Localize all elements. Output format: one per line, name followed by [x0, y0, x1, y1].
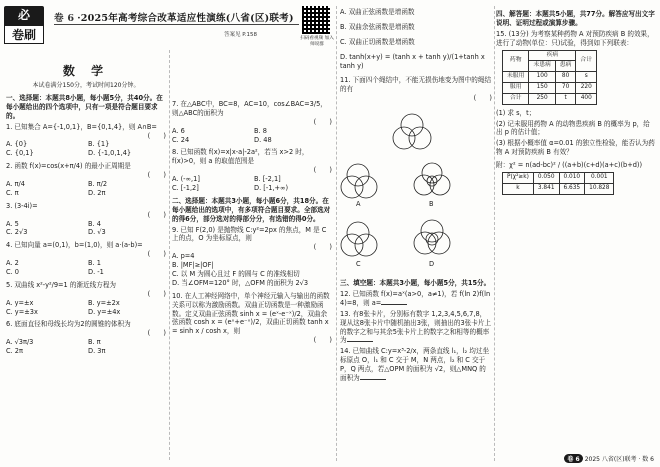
- knot-d-loop: [421, 220, 443, 242]
- option: C. 0: [6, 268, 19, 277]
- option: C. [-1,2]: [172, 184, 199, 193]
- table-cell: 服用: [503, 83, 529, 94]
- answer-bracket: ( ): [147, 131, 166, 140]
- option: B. 1: [88, 259, 101, 268]
- question-11: 11. 下面四个绳结中，不能无损伤地变为图中的绳结的有: [340, 76, 492, 94]
- table-cell: 70: [555, 83, 576, 94]
- answer-bracket: ( ): [313, 336, 332, 345]
- question-6: 6. 底面直径和母线长均为2的圆锥的体积为: [6, 320, 131, 329]
- option: B. y=±2x: [88, 298, 120, 307]
- column-2: [172, 100, 332, 345]
- option: C. π: [6, 188, 19, 197]
- option: D. 3π: [88, 347, 106, 356]
- table-cell: 250: [529, 93, 555, 104]
- answer-bracket: ( ): [147, 250, 166, 259]
- option: D. [-1,+∞): [254, 184, 289, 193]
- question-15: 15. (13分) 为考察某种药物 A 对预防疾病 B 的效果，进行了动物(单位：只)试验，得到如下列联表：: [496, 29, 654, 47]
- part-3: (3) 根据小概率值 α=0.01 的独立性检验，能否认为药物 A 对预防疾病 B 有效？: [496, 139, 655, 157]
- knot-figures: [340, 105, 490, 275]
- question-12: 12. 已知函数 f(x)=aˣ(a>0，a≠1)，若 f(ln 2)f(ln 4)=8，则 a=: [340, 290, 491, 307]
- column-4: [496, 8, 656, 199]
- qr-caption: 扫码看视频 加入师说群: [300, 36, 334, 47]
- table-cell: k: [503, 183, 534, 194]
- table-cell: 合计: [503, 93, 529, 104]
- knot-c-loop: [341, 234, 363, 256]
- knot-loop: [401, 114, 423, 136]
- option: B. π/2: [88, 180, 108, 189]
- option: B. {1}: [88, 140, 110, 149]
- question-13-wrap: [340, 310, 492, 346]
- table-cell: 0.010: [559, 172, 585, 183]
- table-cell: 80: [555, 72, 576, 83]
- footer-text: 2025 八省(区)联考 · 数 6: [584, 456, 654, 463]
- question-13: 13. 有8张卡片，分别标有数字 1,2,3,4,5,6,7,8，现从这8张卡片中随机抽出3张，则抽出的3张卡片上的数字之和与其余5张卡片上的数字之和相等的概率为: [340, 309, 492, 345]
- answer-bracket: ( ): [313, 166, 332, 175]
- knot-a-loop: [347, 164, 369, 186]
- qr-code-icon: [302, 6, 330, 34]
- question-3: 3. (3-4i)=: [6, 201, 38, 210]
- table-cell: 100: [529, 72, 555, 83]
- column-divider: [336, 6, 337, 461]
- column-divider: [169, 50, 170, 460]
- critical-value-table: [502, 172, 614, 195]
- paper-number: 卷 6: [54, 13, 75, 24]
- option: B. [-2,1]: [254, 175, 281, 184]
- knot-diagrams: [340, 105, 490, 275]
- table-cell: 0.050: [533, 172, 559, 183]
- knot-b-loop: [414, 175, 434, 195]
- question-9-options: [172, 252, 332, 288]
- answer-blank[interactable]: [360, 379, 386, 380]
- knot-a-loop: [341, 176, 363, 198]
- column-divider: [494, 6, 495, 461]
- option: C. y=±3x: [6, 307, 38, 316]
- answer-blank[interactable]: [381, 304, 407, 305]
- question-7: 7. 在△ABC中，BC=8，AC=10，cos∠BAC=3/5，则△ABC的面积为: [172, 100, 327, 117]
- question-8-options: [172, 175, 332, 193]
- question-8: 8. 已知函数 f(x)=x|x-a|-2a²，若当 x>2 时，f(x)>0，则 a 的取值范围是: [172, 148, 309, 166]
- table-cell: 10.828: [585, 183, 614, 194]
- section-2-heading: 二、选择题：本题共3小题，每小题6分，共18分。在每小题给出的选项中，有多项符合题目要求。全部选对的得6分，部分选对的得部分分，有选错的得0分。: [172, 196, 331, 223]
- exam-title: [54, 10, 294, 24]
- table-row: [503, 83, 597, 94]
- table-cell: 0.001: [585, 172, 614, 183]
- option: D. √3: [88, 228, 106, 237]
- exam-meta: 本试卷满分150分，考试时间120分钟。: [32, 82, 140, 89]
- option: A. p=4: [172, 252, 195, 261]
- knot-c-loop: [347, 222, 369, 244]
- option: B. |MF|≥|OF|: [172, 261, 214, 270]
- question-2-options: [6, 180, 166, 198]
- knot-c-loop: [355, 234, 377, 256]
- knot-d-loop: [428, 232, 450, 254]
- page-footer: [564, 454, 654, 463]
- subject-title: 数 学: [62, 64, 110, 78]
- figure-label-d: D: [429, 260, 435, 269]
- answer-page-label: 答案见 P.158: [224, 32, 257, 38]
- table-cell: 400: [576, 93, 597, 104]
- table-row: [503, 183, 614, 194]
- option: A. 2: [6, 259, 19, 268]
- table-cell: 未患病: [529, 61, 555, 72]
- option: D. tanh(x+y) = (tanh x + tanh y)/(1+tanh x tanh y): [340, 52, 485, 70]
- question-4-options: [6, 259, 166, 277]
- option: A. {0}: [6, 140, 28, 149]
- chi-square-formula: 附：χ² = n(ad-bc)² / ((a+b)(c+d)(a+c)(b+d)): [496, 161, 643, 170]
- section-3-heading: 三、填空题：本题共3小题，每小题5分，共15分。: [340, 279, 491, 288]
- section-4-heading: 四、解答题：本题共5小题，共77分。解答应写出文字说明、证明过程或演算步骤。: [496, 10, 655, 27]
- option: D. 48: [254, 135, 272, 144]
- table-cell: P(χ²≥k): [503, 172, 534, 183]
- logo-bottom: 卷刷: [4, 25, 44, 44]
- option: B. π: [88, 338, 101, 347]
- logo-top: 必: [4, 6, 44, 25]
- knot-loop: [409, 127, 431, 149]
- knot-b-loop: [427, 176, 437, 186]
- option: C. 以 M 为圆心且过 F 的圆与 C 的准线相切: [172, 270, 300, 279]
- option: C. 双曲正切函数是增函数: [340, 37, 415, 46]
- option: D. {-1,0,1,4}: [88, 149, 132, 158]
- option: A. 5: [6, 219, 19, 228]
- question-10: 10. 在人工神经网络中，单个神经元输入与输出的函数关系可以称为激励函数。双曲正切函数是一种激励函数。定义双曲正弦函数 sinh x = (eˣ-e⁻ˣ)/2，双曲余弦函数 cosh x = (eˣ+e⁻ˣ)/2，双曲正切函数 tanh x = sinh x / cosh x，则: [172, 291, 330, 336]
- answer-bracket: ( ): [313, 243, 332, 252]
- answer-blank[interactable]: [347, 341, 373, 342]
- column-3: [340, 8, 492, 385]
- footer-badge: 卷 6: [564, 454, 582, 463]
- option: A. y=±x: [6, 298, 34, 307]
- answer-bracket: ( ): [313, 117, 332, 126]
- option: C. 24: [172, 135, 190, 144]
- table-row: [503, 72, 597, 83]
- table-cell: 3.841: [533, 183, 559, 194]
- option: A. (-∞,1]: [172, 175, 200, 184]
- table-row: [503, 93, 597, 104]
- question-10-options: [340, 8, 492, 70]
- option: A. 6: [172, 126, 185, 135]
- table-cell: t: [555, 93, 576, 104]
- table-cell: 未服用: [503, 72, 529, 83]
- table-cell: 患病: [555, 61, 576, 72]
- table-cell: s: [576, 72, 597, 83]
- answer-bracket: ( ): [147, 329, 166, 338]
- question-9: 9. 已知 F(2,0) 是抛物线 C:y²=2px 的焦点，M 是 C 上的点，O 为坐标原点，则: [172, 225, 327, 243]
- question-5: 5. 双曲线 x²-y²/9=1 的渐近线方程为: [6, 280, 117, 289]
- part-1: (1) 求 s，t；: [496, 108, 536, 117]
- option: B. 双曲余弦函数是增函数: [340, 22, 415, 31]
- question-6-options: [6, 338, 166, 356]
- option: C. 2√3: [6, 228, 28, 237]
- figure-label-a: A: [356, 200, 361, 209]
- contingency-table: [502, 50, 597, 105]
- section-1-heading: 一、选择题：本题共8小题，每小题5分，共40分。在每小题给出的四个选项中，只有一项是符合题目要求的。: [6, 94, 163, 120]
- table-cell: 220: [576, 83, 597, 94]
- question-3-options: [6, 220, 166, 238]
- knot-a-loop: [355, 176, 377, 198]
- title-rule: [54, 24, 299, 25]
- option: A. √3π/3: [6, 338, 34, 347]
- table-cell: 疾病: [529, 50, 576, 61]
- figure-label-b: B: [429, 200, 434, 209]
- option: B. 4: [88, 219, 101, 228]
- option: D. 2π: [88, 188, 106, 197]
- knot-d-loop: [414, 232, 436, 254]
- question-4: 4. 已知向量 a=(0,1)，b=(1,0)，则 a·(a-b)=: [6, 241, 143, 250]
- exam-header: [4, 6, 332, 50]
- table-cell: 药物: [503, 50, 529, 72]
- answer-bracket: ( ): [147, 289, 166, 298]
- option: A. 双曲正弦函数是增函数: [340, 8, 415, 16]
- table-cell: 150: [529, 83, 555, 94]
- question-5-options: [6, 299, 166, 317]
- question-1: 1. 已知集合 A={-1,0,1}，B={0,1,4}，则 A∩B=: [6, 122, 157, 131]
- option: A. π/4: [6, 180, 25, 189]
- knot-b-loop: [430, 175, 450, 195]
- option: C. 2π: [6, 347, 23, 356]
- answer-bracket: ( ): [147, 171, 166, 180]
- question-12-wrap: [340, 290, 492, 308]
- option: B. 8: [254, 126, 267, 135]
- question-2: 2. 函数 f(x)=cos(x+π/4) 的最小正周期是: [6, 162, 131, 171]
- answer-bracket: ( ): [147, 210, 166, 219]
- part-2: (2) 记未服用药物 A 的动物患疾病 B 的概率为 p，给出 p 的估计值；: [496, 119, 650, 137]
- question-1-options: [6, 140, 166, 158]
- table-row: [503, 172, 614, 183]
- exam-title-text: ·2025年高考综合改革适应性演练(八省(区)联考): [77, 13, 294, 24]
- option: D. 当∠OFM=120° 时，△OFM 的面积为 2√3: [172, 278, 309, 287]
- option: D. -1: [88, 268, 104, 277]
- question-14: 14. 已知曲线 C:y=x³-2/x，两条直线 l₁，l₂ 均过坐标原点 O，l₁ 和 C 交于 M，N 两点，l₂ 和 C 交于 P，Q 两点，若△OPM 的面积为 √2，则△MNQ 的面积为: [340, 347, 490, 383]
- option: C. {0,1}: [6, 149, 34, 158]
- brand-logo: [4, 6, 46, 46]
- question-7-options: [172, 127, 332, 145]
- knot-b-loop: [422, 163, 442, 183]
- figure-label-c: C: [356, 260, 361, 269]
- option: D. y=±4x: [88, 307, 121, 316]
- table-cell: 合计: [576, 50, 597, 72]
- answer-bracket: ( ): [473, 94, 492, 103]
- table-cell: 6.635: [559, 183, 585, 194]
- table-row: [503, 50, 597, 61]
- question-14-wrap: [340, 347, 492, 383]
